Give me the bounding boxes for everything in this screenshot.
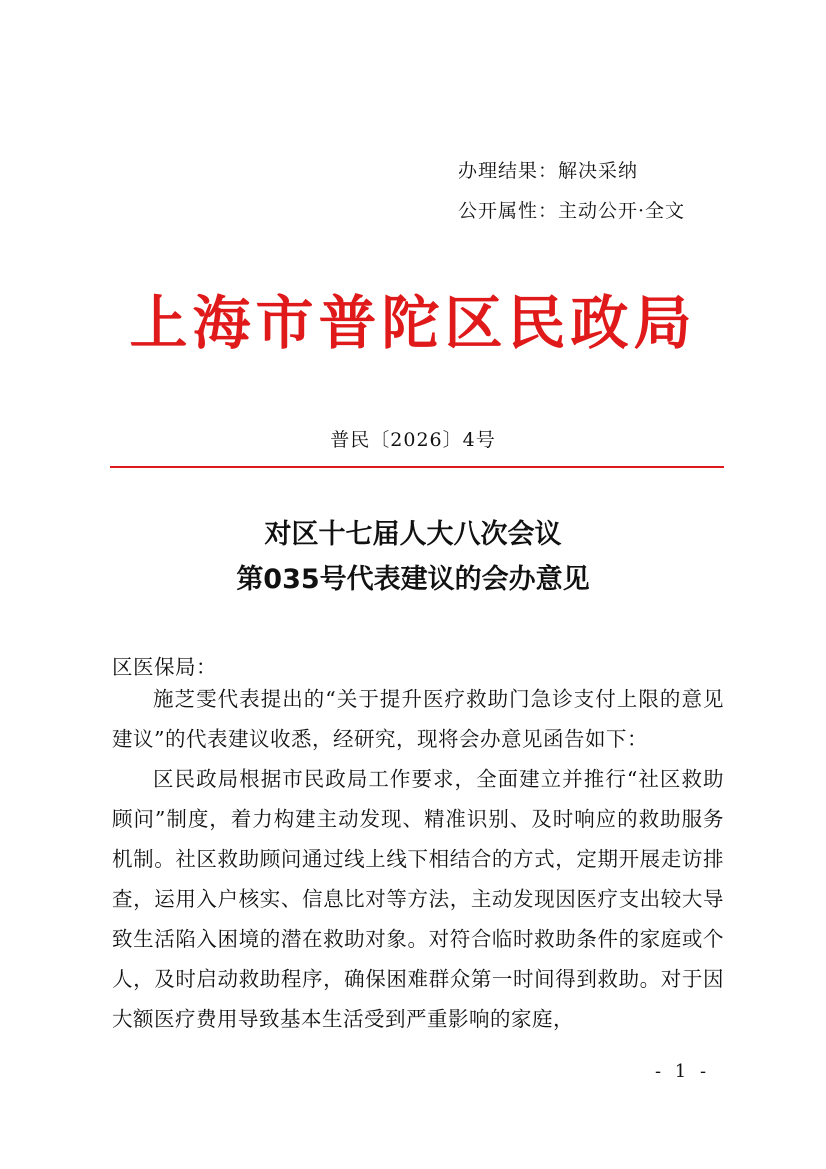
body-paragraph-1: 施芝雯代表提出的“关于提升医疗救助门急诊支付上限的意见建议”的代表建议收悉，经研究，现将会办意见函告如下：	[112, 687, 724, 751]
disclosure-attribute: 公开属性：主动公开·全文	[458, 200, 686, 222]
issuing-organization: 上海市普陀区民政局	[129, 289, 697, 357]
salutation: 区医保局：	[112, 655, 217, 679]
document-number: 普民〔2026〕4号	[330, 429, 496, 451]
document-title-line1: 对区十七届人大八次会议	[264, 519, 562, 550]
body-paragraph-2: 区民政局根据市民政局工作要求，全面建立并推行“社区救助顾问”制度，着力构建主动发现、精准识别、及时响应的救助服务机制。社区救助顾问通过线上线下相结合的方式，定期开展走访排查，运用入户核实、信息比对等方法，主动发现因医疗支出较大导致生活陷入困境的潜在救助对象。对符合临时救助条件的家庭或个人，及时启动救助程序，确保困难群众第一时间得到救助。对于因大额医疗费用导致基本生活受到严重影响的家庭，	[112, 767, 724, 1031]
page-number: - 1 -	[655, 1061, 711, 1082]
document-title-line2: 第035号代表建议的会办意见	[236, 564, 590, 595]
red-divider-line	[110, 466, 724, 468]
handling-result: 办理结果：解决采纳	[458, 160, 639, 182]
